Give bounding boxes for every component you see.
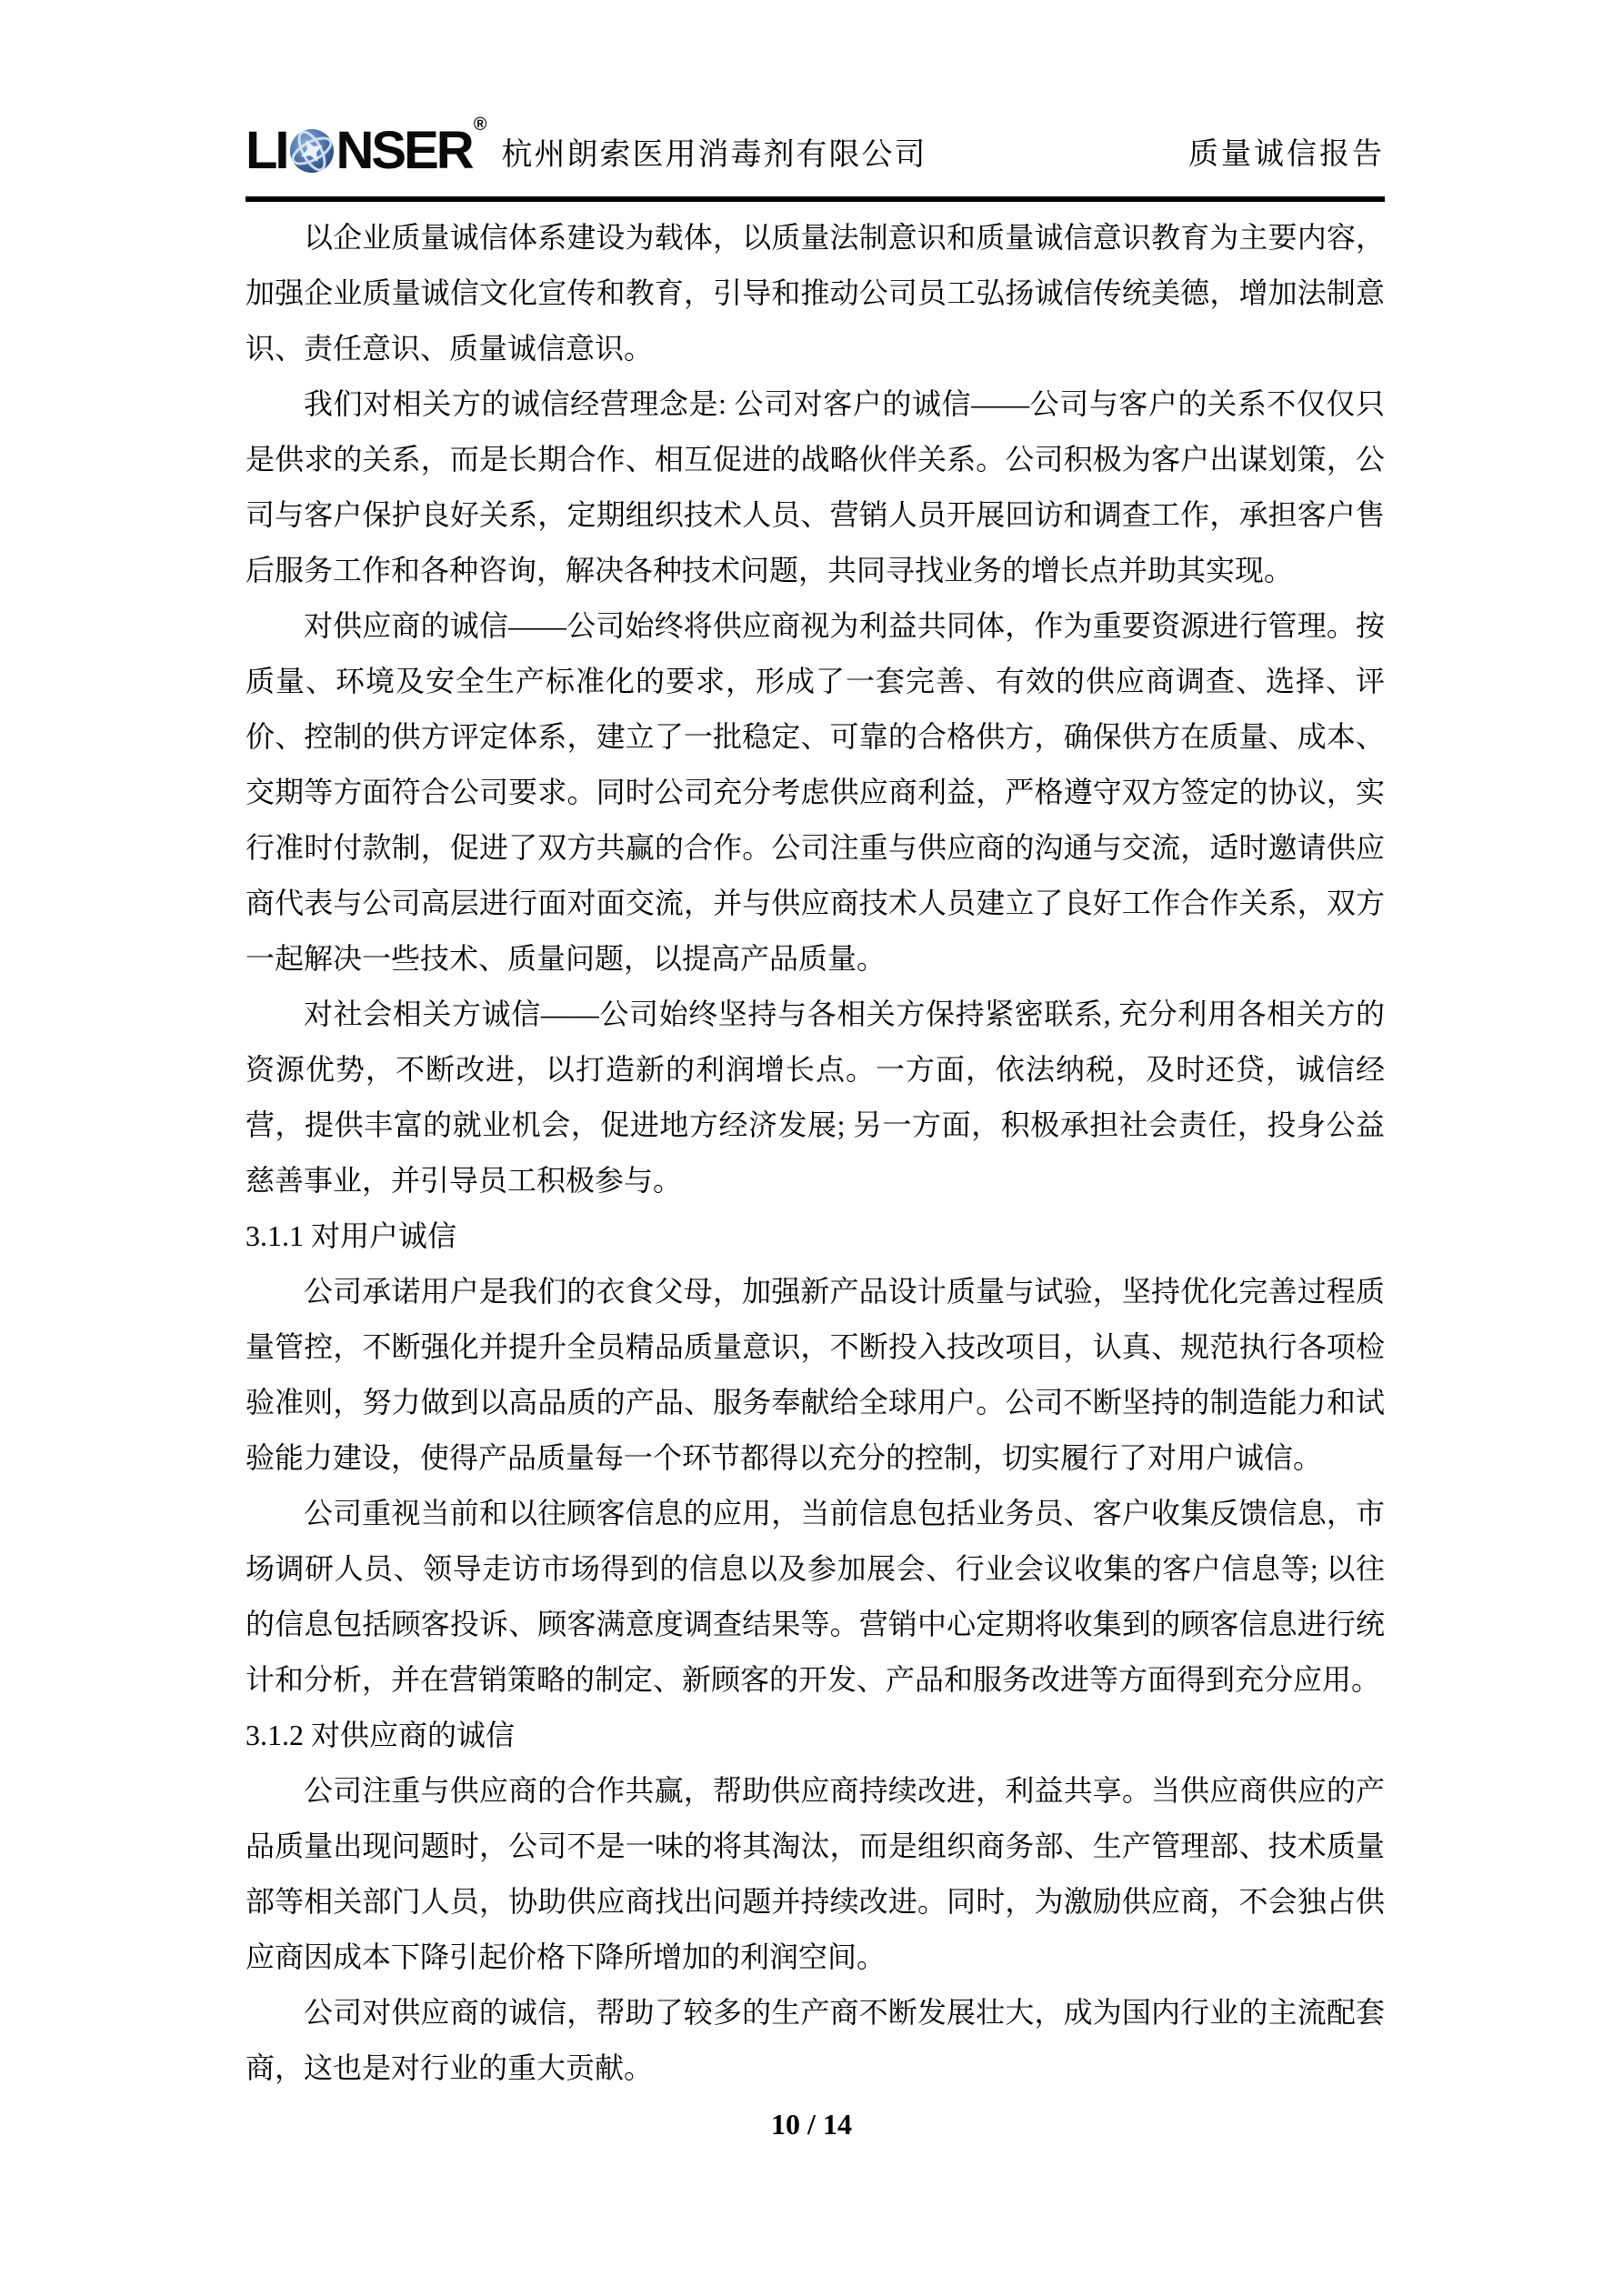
section-heading: 3.1.2 对供应商的诚信 (245, 1719, 516, 1751)
paragraph: 公司对供应商的诚信，帮助了较多的生产商不断发展壮大，成为国内行业的主流配套商，这也是对行业的重大贡献。 (245, 1996, 1385, 2084)
document-body (245, 210, 1385, 2096)
paragraph: 对社会相关方诚信——公司始终坚持与各相关方保持紧密联系, 充分利用各相关方的资源优势，不断改进，以打造新的利润增长点。一方面，依法纳税，及时还贷，诚信经营，提供丰富的就业机会，促进地方经济发展; 另一方面，积极承担社会责任，投身公益慈善事业，并引导员工积极参与。 (245, 998, 1385, 1197)
lionser-logo (245, 115, 487, 180)
page-number: 10 / 14 (771, 2108, 852, 2141)
registered-mark: ® (473, 115, 487, 135)
brand (245, 115, 927, 180)
logo-text-li: LI (245, 121, 287, 180)
page-footer (0, 2108, 1623, 2141)
paragraph: 我们对相关方的诚信经营理念是: 公司对客户的诚信——公司与客户的关系不仅仅只是供求的关系，而是长期合作、相互促进的战略伙伴关系。公司积极为客户出谋划策，公司与客户保护良好关系，定期组织技术人员、营销人员开展回访和调查工作，承担客户售后服务工作和各种咨询，解决各种技术问题，共同寻找业务的增长点并助其实现。 (245, 387, 1385, 587)
section-heading: 3.1.1 对用户诚信 (245, 1219, 457, 1252)
page-header (245, 116, 1385, 185)
paragraph: 公司承诺用户是我们的衣食父母，加强新产品设计质量与试验，坚持优化完善过程质量管控，不断强化并提升全员精品质量意识，不断投入技改项目，认真、规范执行各项检验准则，努力做到以高品质的产品、服务奉献给全球用户。公司不断坚持的制造能力和试验能力建设，使得产品质量每一个环节都得以充分的控制，切实履行了对用户诚信。 (245, 1275, 1385, 1474)
report-title: 质量诚信报告 (1188, 137, 1385, 171)
paragraph: 以企业质量诚信体系建设为载体，以质量法制意识和质量诚信意识教育为主要内容，加强企业质量诚信文化宣传和教育，引导和推动公司员工弘扬诚信传统美德，增加法制意识、责任意识、质量诚信意识。 (245, 221, 1385, 365)
company-name: 杭州朗索医用消毒剂有限公司 (501, 137, 927, 172)
paragraph: 公司注重与供应商的合作共赢，帮助供应商持续改进，利益共享。当供应商供应的产品质量出现问题时，公司不是一味的将其淘汰，而是组织商务部、生产管理部、技术质量部等相关部门人员，协助供应商找出问题并持续改进。同时，为激励供应商，不会独占供应商因成本下降引起价格下降所增加的利润空间。 (245, 1774, 1385, 1973)
paragraph: 对供应商的诚信——公司始终将供应商视为利益共同体，作为重要资源进行管理。按质量、环境及安全生产标准化的要求，形成了一套完善、有效的供应商调查、选择、评价、控制的供方评定体系，建立了一批稳定、可靠的合格供方，确保供方在质量、成本、交期等方面符合公司要求。同时公司充分考虑供应商利益，严格遵守双方签定的协议，实行准时付款制，促进了双方共赢的合作。公司注重与供应商的沟通与交流，适时邀请供应商代表与公司高层进行面对面交流，并与供应商技术人员建立了良好工作合作关系，双方一起解决一些技术、质量问题，以提高产品质量。 (245, 609, 1385, 975)
paragraph: 公司重视当前和以往顾客信息的应用，当前信息包括业务员、客户收集反馈信息，市场调研人员、领导走访市场得到的信息以及参加展会、行业会议收集的客户信息等; 以往的信息包括顾客投诉、顾客满意度调查结果等。营销中心定期将收集到的顾客信息进行统计和分析，并在营销策略的制定、新顾客的开发、产品和服务改进等方面得到充分应用。 (245, 1497, 1385, 1696)
logo-text-nser: NSER (336, 121, 472, 180)
header-divider (245, 196, 1385, 202)
globe-icon (289, 128, 335, 174)
